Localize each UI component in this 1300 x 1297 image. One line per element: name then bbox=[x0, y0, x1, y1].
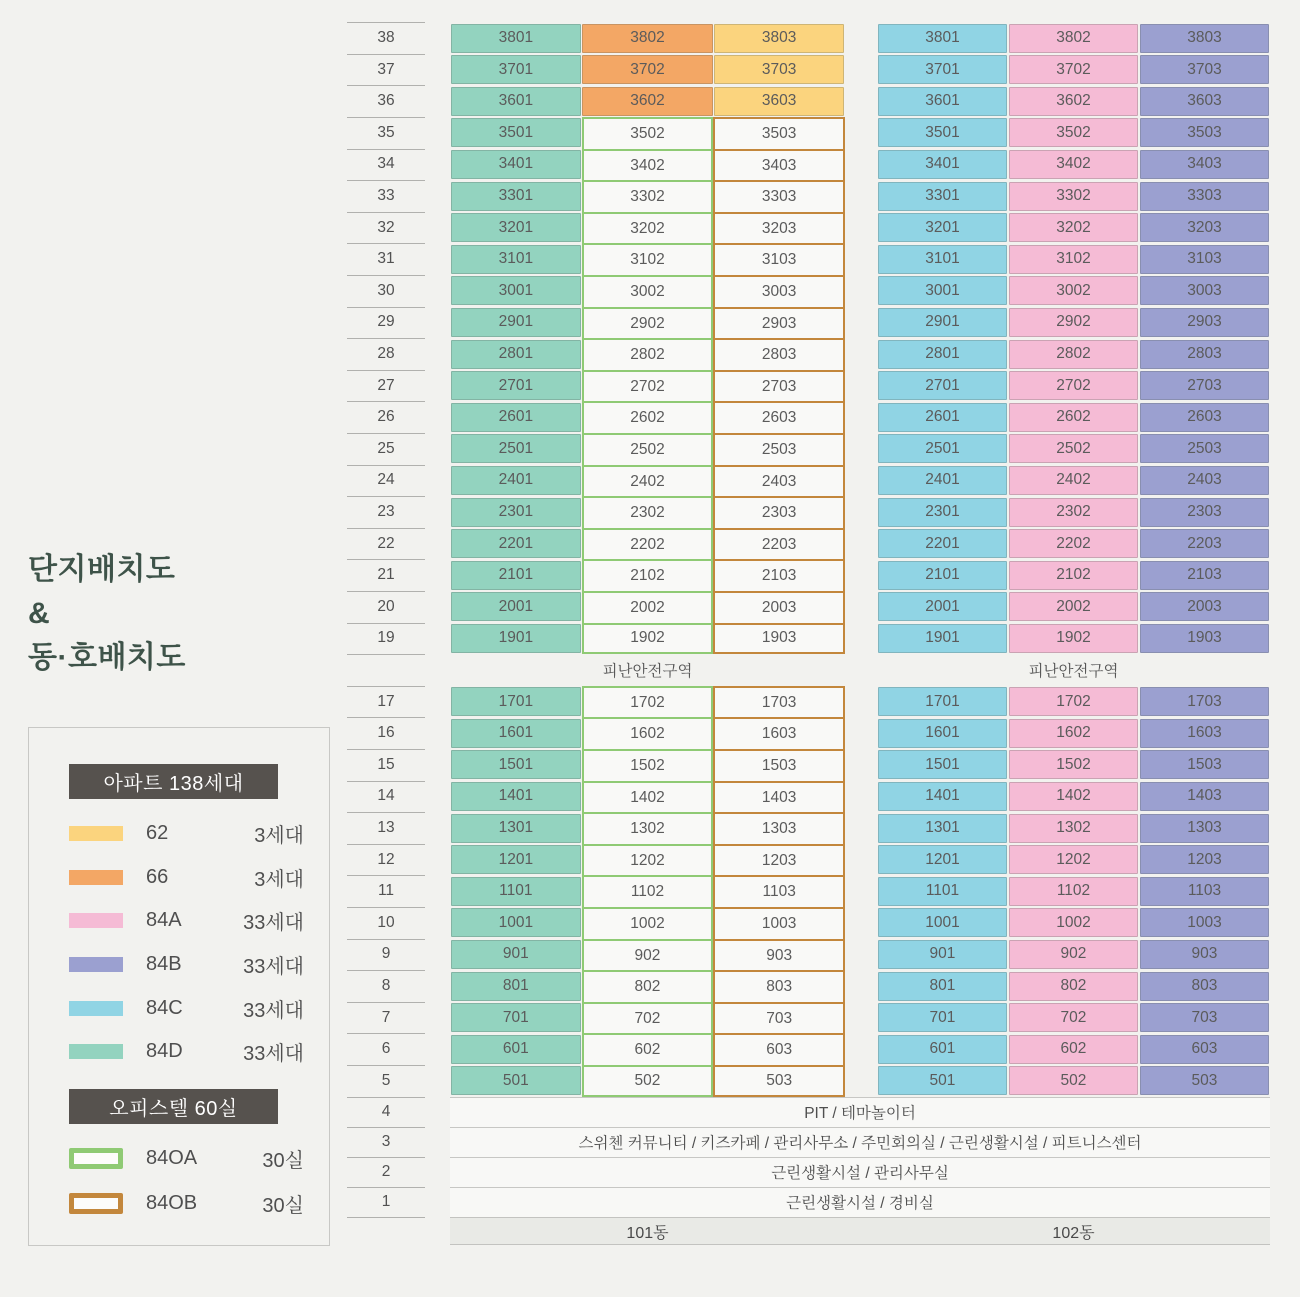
unit-cell: 502 bbox=[1009, 1066, 1139, 1095]
floor-number: 28 bbox=[377, 344, 395, 362]
unit-cell: 3003 bbox=[713, 275, 845, 309]
legend-type-label: 84OB bbox=[146, 1191, 198, 1214]
unit-cell: 603 bbox=[713, 1033, 845, 1067]
unit-cell: 2201 bbox=[878, 529, 1008, 558]
unit-cell: 3103 bbox=[1140, 245, 1270, 274]
floor-number: 5 bbox=[381, 1071, 391, 1089]
unit-cell: 2001 bbox=[878, 592, 1008, 621]
unit-cell: 3203 bbox=[713, 212, 845, 246]
unit-cell: 1702 bbox=[1009, 687, 1139, 716]
unit-cell: 3703 bbox=[714, 55, 844, 84]
unit-cell: 502 bbox=[582, 1065, 714, 1097]
unit-cell: 603 bbox=[1140, 1035, 1270, 1064]
unit-cell: 2401 bbox=[451, 466, 581, 495]
unit-cell: 1903 bbox=[1140, 624, 1270, 653]
unit-cell: 803 bbox=[1140, 972, 1270, 1001]
unit-cell: 3702 bbox=[582, 55, 712, 84]
legend-count-label: 30실 bbox=[262, 1149, 304, 1172]
floor-number: 24 bbox=[377, 471, 395, 489]
unit-cell: 3201 bbox=[451, 213, 581, 242]
unit-cell: 1701 bbox=[878, 687, 1008, 716]
unit-cell: 3502 bbox=[1009, 118, 1139, 147]
unit-cell: 2101 bbox=[878, 561, 1008, 590]
unit-cell: 703 bbox=[713, 1002, 845, 1036]
floor-number: 14 bbox=[377, 787, 395, 805]
unit-cell: 2302 bbox=[582, 496, 714, 530]
unit-cell: 3603 bbox=[714, 87, 844, 116]
unit-cell: 2702 bbox=[1009, 371, 1139, 400]
unit-cell: 3702 bbox=[1009, 55, 1139, 84]
unit-cell: 903 bbox=[713, 939, 845, 973]
legend-count-label: 33세대 bbox=[243, 999, 304, 1022]
unit-cell: 1403 bbox=[1140, 782, 1270, 811]
unit-cell: 503 bbox=[713, 1065, 845, 1097]
legend-count-label: 33세대 bbox=[243, 911, 304, 934]
common-floor-row-3: 스위첸 커뮤니티 / 키즈카페 / 관리사무소 / 주민회의실 / 근린생활시설 / 피트니스센터 bbox=[450, 1127, 1270, 1157]
unit-cell: 2403 bbox=[713, 465, 845, 499]
unit-cell: 1101 bbox=[878, 877, 1008, 906]
legend-type-label: 84B bbox=[146, 952, 182, 975]
unit-cell: 3402 bbox=[582, 149, 714, 183]
unit-cell: 3601 bbox=[451, 87, 581, 116]
unit-cell: 702 bbox=[1009, 1003, 1139, 1032]
unit-cell: 1103 bbox=[713, 875, 845, 909]
unit-cell: 2802 bbox=[1009, 340, 1139, 369]
unit-cell: 1603 bbox=[1140, 719, 1270, 748]
unit-cell: 1703 bbox=[1140, 687, 1270, 716]
unit-cell: 3101 bbox=[451, 245, 581, 274]
unit-cell: 1602 bbox=[582, 717, 714, 751]
unit-cell: 2001 bbox=[451, 592, 581, 621]
page-title-line-2: & bbox=[28, 597, 51, 630]
floor-number: 19 bbox=[377, 629, 395, 647]
unit-cell: 1502 bbox=[1009, 750, 1139, 779]
refuge-area-label: 피난안전구역 bbox=[1028, 662, 1119, 680]
unit-cell: 703 bbox=[1140, 1003, 1270, 1032]
floor-number: 32 bbox=[377, 218, 395, 236]
floor-number: 35 bbox=[377, 123, 395, 141]
unit-cell: 3302 bbox=[1009, 182, 1139, 211]
unit-cell: 2701 bbox=[878, 371, 1008, 400]
unit-cell: 2303 bbox=[1140, 498, 1270, 527]
unit-cell: 1101 bbox=[451, 877, 581, 906]
legend-type-label: 62 bbox=[146, 821, 169, 844]
unit-cell: 3102 bbox=[1009, 245, 1139, 274]
unit-cell: 2702 bbox=[582, 370, 714, 404]
floor-number: 29 bbox=[377, 313, 395, 331]
unit-cell: 2002 bbox=[582, 591, 714, 625]
unit-cell: 1402 bbox=[1009, 782, 1139, 811]
unit-cell: 2801 bbox=[451, 340, 581, 369]
unit-cell: 802 bbox=[582, 970, 714, 1004]
unit-cell: 902 bbox=[1009, 940, 1139, 969]
unit-cell: 3303 bbox=[713, 180, 845, 214]
unit-cell: 3501 bbox=[878, 118, 1008, 147]
unit-cell: 1302 bbox=[1009, 814, 1139, 843]
legend-type-label: 84OA bbox=[146, 1146, 198, 1169]
unit-cell: 2902 bbox=[1009, 308, 1139, 337]
unit-cell: 2402 bbox=[1009, 466, 1139, 495]
unit-cell: 1001 bbox=[878, 908, 1008, 937]
unit-cell: 1303 bbox=[713, 812, 845, 846]
unit-cell: 2202 bbox=[582, 528, 714, 562]
floor-number: 17 bbox=[377, 692, 395, 710]
unit-cell: 2102 bbox=[1009, 561, 1139, 590]
unit-cell: 1201 bbox=[451, 845, 581, 874]
floor-number: 1 bbox=[381, 1192, 391, 1210]
legend-count-label: 3세대 bbox=[254, 824, 304, 847]
unit-cell: 501 bbox=[878, 1066, 1008, 1095]
unit-cell: 2903 bbox=[713, 307, 845, 341]
unit-cell: 2301 bbox=[451, 498, 581, 527]
unit-cell: 3703 bbox=[1140, 55, 1270, 84]
page-title-line-1: 단지배치도 bbox=[28, 553, 176, 586]
unit-cell: 1202 bbox=[1009, 845, 1139, 874]
unit-cell: 2101 bbox=[451, 561, 581, 590]
unit-cell: 1003 bbox=[1140, 908, 1270, 937]
unit-cell: 2703 bbox=[713, 370, 845, 404]
floor-number: 38 bbox=[377, 28, 395, 46]
unit-cell: 3203 bbox=[1140, 213, 1270, 242]
unit-cell: 3603 bbox=[1140, 87, 1270, 116]
unit-cell: 3103 bbox=[713, 243, 845, 277]
unit-cell: 2201 bbox=[451, 529, 581, 558]
unit-cell: 1402 bbox=[582, 781, 714, 815]
unit-cell: 2203 bbox=[713, 528, 845, 562]
unit-cell: 803 bbox=[713, 970, 845, 1004]
floor-number: 12 bbox=[377, 850, 395, 868]
unit-cell: 3403 bbox=[713, 149, 845, 183]
unit-cell: 2803 bbox=[713, 338, 845, 372]
unit-cell: 602 bbox=[582, 1033, 714, 1067]
unit-cell: 602 bbox=[1009, 1035, 1139, 1064]
unit-cell: 3401 bbox=[451, 150, 581, 179]
unit-cell: 3801 bbox=[878, 24, 1008, 53]
unit-cell: 2102 bbox=[582, 559, 714, 593]
unit-cell: 3501 bbox=[451, 118, 581, 147]
legend-swatch bbox=[69, 826, 123, 841]
floor-divider-line bbox=[347, 1217, 425, 1218]
unit-cell: 2502 bbox=[1009, 434, 1139, 463]
unit-cell: 1901 bbox=[878, 624, 1008, 653]
unit-cell: 1301 bbox=[451, 814, 581, 843]
unit-cell: 1203 bbox=[1140, 845, 1270, 874]
legend-swatch bbox=[69, 1148, 123, 1169]
unit-cell: 2402 bbox=[582, 465, 714, 499]
unit-cell: 3701 bbox=[451, 55, 581, 84]
unit-cell: 3301 bbox=[878, 182, 1008, 211]
floor-number: 25 bbox=[377, 439, 395, 457]
common-floor-row-1: 근린생활시설 / 경비실 bbox=[450, 1187, 1270, 1217]
unit-cell: 3801 bbox=[451, 24, 581, 53]
unit-cell: 3303 bbox=[1140, 182, 1270, 211]
unit-cell: 1903 bbox=[713, 623, 845, 655]
unit-cell: 601 bbox=[451, 1035, 581, 1064]
unit-cell: 3503 bbox=[1140, 118, 1270, 147]
unit-cell: 3001 bbox=[451, 276, 581, 305]
floor-number: 27 bbox=[377, 376, 395, 394]
unit-cell: 801 bbox=[451, 972, 581, 1001]
unit-cell: 801 bbox=[878, 972, 1008, 1001]
unit-cell: 2903 bbox=[1140, 308, 1270, 337]
unit-cell: 3403 bbox=[1140, 150, 1270, 179]
floor-number: 30 bbox=[377, 281, 395, 299]
unit-cell: 1601 bbox=[451, 719, 581, 748]
legend-swatch bbox=[69, 913, 123, 928]
unit-cell: 1102 bbox=[1009, 877, 1139, 906]
legend-swatch bbox=[69, 1044, 123, 1059]
floor-number: 4 bbox=[381, 1102, 391, 1120]
unit-cell: 3202 bbox=[1009, 213, 1139, 242]
unit-cell: 2602 bbox=[1009, 403, 1139, 432]
unit-cell: 3201 bbox=[878, 213, 1008, 242]
unit-cell: 1502 bbox=[582, 749, 714, 783]
unit-cell: 1603 bbox=[713, 717, 845, 751]
unit-cell: 1102 bbox=[582, 875, 714, 909]
unit-cell: 3803 bbox=[714, 24, 844, 53]
unit-cell: 2602 bbox=[582, 401, 714, 435]
unit-cell: 2902 bbox=[582, 307, 714, 341]
unit-cell: 3002 bbox=[1009, 276, 1139, 305]
legend-type-label: 84C bbox=[146, 996, 183, 1019]
unit-cell: 2603 bbox=[713, 401, 845, 435]
legend-swatch bbox=[69, 870, 123, 885]
refuge-area-label: 피난안전구역 bbox=[602, 662, 693, 680]
unit-cell: 3101 bbox=[878, 245, 1008, 274]
unit-cell: 2703 bbox=[1140, 371, 1270, 400]
building-name: 101동 bbox=[626, 1224, 669, 1242]
building-name: 102동 bbox=[1052, 1224, 1095, 1242]
floor-number: 6 bbox=[381, 1040, 391, 1058]
unit-cell: 802 bbox=[1009, 972, 1139, 1001]
floor-number: 11 bbox=[377, 882, 395, 900]
unit-cell: 3602 bbox=[582, 87, 712, 116]
unit-cell: 702 bbox=[582, 1002, 714, 1036]
legend-swatch bbox=[69, 957, 123, 972]
unit-cell: 2403 bbox=[1140, 466, 1270, 495]
legend-swatch bbox=[69, 1001, 123, 1016]
floor-number: 13 bbox=[377, 818, 395, 836]
unit-cell: 1503 bbox=[713, 749, 845, 783]
unit-cell: 1902 bbox=[1009, 624, 1139, 653]
unit-cell: 1702 bbox=[582, 686, 714, 720]
unit-cell: 1901 bbox=[451, 624, 581, 653]
unit-cell: 1202 bbox=[582, 844, 714, 878]
unit-cell: 2501 bbox=[451, 434, 581, 463]
floor-number: 2 bbox=[381, 1162, 391, 1180]
floor-number: 34 bbox=[377, 155, 395, 173]
unit-cell: 2501 bbox=[878, 434, 1008, 463]
unit-cell: 901 bbox=[878, 940, 1008, 969]
unit-cell: 3102 bbox=[582, 243, 714, 277]
floor-number: 8 bbox=[381, 976, 391, 994]
unit-cell: 2901 bbox=[451, 308, 581, 337]
unit-cell: 902 bbox=[582, 939, 714, 973]
unit-cell: 2601 bbox=[878, 403, 1008, 432]
floor-number: 20 bbox=[377, 597, 395, 615]
floor-number: 31 bbox=[377, 250, 395, 268]
floor-number: 10 bbox=[377, 913, 395, 931]
floor-number: 33 bbox=[377, 186, 395, 204]
unit-cell: 2503 bbox=[1140, 434, 1270, 463]
floor-number: 21 bbox=[377, 566, 395, 584]
building-name-bar bbox=[450, 1217, 1270, 1245]
unit-cell: 2103 bbox=[713, 559, 845, 593]
unit-cell: 2901 bbox=[878, 308, 1008, 337]
unit-cell: 1303 bbox=[1140, 814, 1270, 843]
unit-cell: 3701 bbox=[878, 55, 1008, 84]
unit-cell: 2603 bbox=[1140, 403, 1270, 432]
floor-number: 15 bbox=[377, 755, 395, 773]
legend-swatch bbox=[69, 1193, 123, 1214]
unit-cell: 2002 bbox=[1009, 592, 1139, 621]
unit-cell: 2503 bbox=[713, 433, 845, 467]
unit-cell: 2701 bbox=[451, 371, 581, 400]
unit-cell: 1003 bbox=[713, 907, 845, 941]
unit-cell: 2502 bbox=[582, 433, 714, 467]
unit-cell: 3802 bbox=[582, 24, 712, 53]
unit-cell: 2301 bbox=[878, 498, 1008, 527]
unit-cell: 3802 bbox=[1009, 24, 1139, 53]
floor-number: 3 bbox=[381, 1132, 391, 1150]
unit-cell: 1601 bbox=[878, 719, 1008, 748]
unit-cell: 2003 bbox=[713, 591, 845, 625]
unit-cell: 1401 bbox=[451, 782, 581, 811]
unit-cell: 3401 bbox=[878, 150, 1008, 179]
floor-number: 7 bbox=[381, 1008, 391, 1026]
floor-number: 23 bbox=[377, 502, 395, 520]
unit-cell: 2003 bbox=[1140, 592, 1270, 621]
legend-apartment-header: 아파트 138세대 bbox=[69, 764, 278, 799]
unit-cell: 3601 bbox=[878, 87, 1008, 116]
page-title bbox=[28, 548, 186, 680]
unit-cell: 2601 bbox=[451, 403, 581, 432]
unit-cell: 2303 bbox=[713, 496, 845, 530]
unit-cell: 3602 bbox=[1009, 87, 1139, 116]
unit-cell: 1401 bbox=[878, 782, 1008, 811]
unit-cell: 1501 bbox=[451, 750, 581, 779]
unit-cell: 701 bbox=[878, 1003, 1008, 1032]
unit-cell: 1002 bbox=[1009, 908, 1139, 937]
unit-cell: 2803 bbox=[1140, 340, 1270, 369]
legend-type-label: 66 bbox=[146, 865, 169, 888]
legend-count-label: 33세대 bbox=[243, 1042, 304, 1065]
unit-cell: 3302 bbox=[582, 180, 714, 214]
floor-number: 16 bbox=[377, 724, 395, 742]
unit-cell: 503 bbox=[1140, 1066, 1270, 1095]
unit-cell: 1001 bbox=[451, 908, 581, 937]
unit-cell: 1103 bbox=[1140, 877, 1270, 906]
floor-number: 37 bbox=[377, 60, 395, 78]
unit-cell: 2103 bbox=[1140, 561, 1270, 590]
page-title-line-3: 동·호배치도 bbox=[28, 641, 186, 674]
unit-cell: 903 bbox=[1140, 940, 1270, 969]
unit-cell: 3301 bbox=[451, 182, 581, 211]
legend bbox=[28, 727, 330, 1246]
unit-cell: 1902 bbox=[582, 623, 714, 655]
unit-cell: 3202 bbox=[582, 212, 714, 246]
unit-cell: 3503 bbox=[713, 117, 845, 151]
unit-cell: 3003 bbox=[1140, 276, 1270, 305]
unit-cell: 901 bbox=[451, 940, 581, 969]
unit-cell: 701 bbox=[451, 1003, 581, 1032]
unit-cell: 1703 bbox=[713, 686, 845, 720]
legend-type-label: 84D bbox=[146, 1039, 183, 1062]
unit-cell: 1301 bbox=[878, 814, 1008, 843]
unit-cell: 1501 bbox=[878, 750, 1008, 779]
unit-cell: 2203 bbox=[1140, 529, 1270, 558]
unit-cell: 3402 bbox=[1009, 150, 1139, 179]
unit-cell: 1002 bbox=[582, 907, 714, 941]
unit-cell: 601 bbox=[878, 1035, 1008, 1064]
unit-cell: 1203 bbox=[713, 844, 845, 878]
unit-cell: 2802 bbox=[582, 338, 714, 372]
floor-number: 22 bbox=[377, 534, 395, 552]
unit-cell: 1302 bbox=[582, 812, 714, 846]
unit-cell: 2801 bbox=[878, 340, 1008, 369]
unit-cell: 3502 bbox=[582, 117, 714, 151]
unit-cell: 2202 bbox=[1009, 529, 1139, 558]
unit-cell: 1403 bbox=[713, 781, 845, 815]
floor-number: 36 bbox=[377, 92, 395, 110]
floor-divider-line bbox=[347, 654, 425, 655]
unit-cell: 2302 bbox=[1009, 498, 1139, 527]
legend-count-label: 33세대 bbox=[243, 955, 304, 978]
unit-cell: 3803 bbox=[1140, 24, 1270, 53]
unit-cell: 1503 bbox=[1140, 750, 1270, 779]
unit-cell: 1701 bbox=[451, 687, 581, 716]
unit-cell: 3001 bbox=[878, 276, 1008, 305]
floor-number: 9 bbox=[381, 945, 391, 963]
unit-cell: 501 bbox=[451, 1066, 581, 1095]
unit-cell: 2401 bbox=[878, 466, 1008, 495]
common-floor-row-4: PIT / 테마놀이터 bbox=[450, 1097, 1270, 1127]
legend-officetel-header: 오피스텔 60실 bbox=[69, 1089, 278, 1124]
legend-count-label: 30실 bbox=[262, 1194, 304, 1217]
unit-cell: 3002 bbox=[582, 275, 714, 309]
common-floor-row-2: 근린생활시설 / 관리사무실 bbox=[450, 1157, 1270, 1187]
unit-cell: 1201 bbox=[878, 845, 1008, 874]
floor-number: 26 bbox=[377, 408, 395, 426]
legend-type-label: 84A bbox=[146, 908, 182, 931]
legend-count-label: 3세대 bbox=[254, 868, 304, 891]
unit-cell: 1602 bbox=[1009, 719, 1139, 748]
